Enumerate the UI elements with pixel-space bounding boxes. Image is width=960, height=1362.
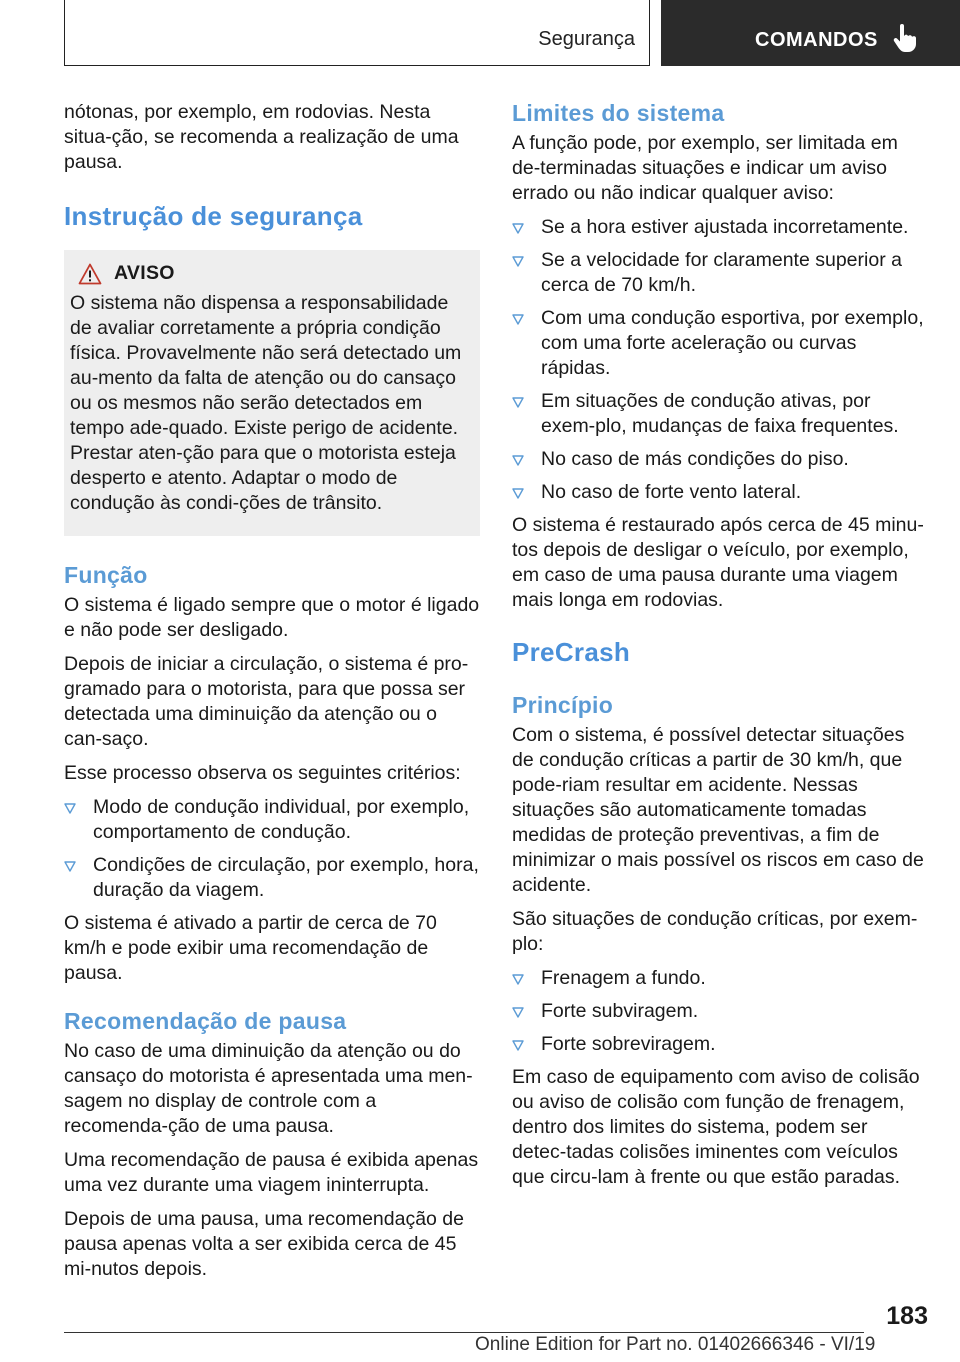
footer-divider — [64, 1332, 864, 1333]
list-item — [512, 447, 926, 472]
funcao-paragraph-3: Esse processo observa os seguintes critérios: — [64, 762, 461, 784]
precrash-heading: PreCrash — [512, 637, 631, 667]
list-item-text: Frenagem a fundo. — [541, 967, 706, 989]
pausa-paragraph-2: Uma recomendação de pausa é exibida apenas uma vez durante uma viagem ininterrupta. — [64, 1149, 479, 1196]
limites-paragraph-1: A função pode, por exemplo, ser limitada em de-terminadas situações e indicar um aviso errado ou não indicar qualquer aviso: — [512, 132, 898, 204]
bullet-triangle-icon — [64, 861, 76, 872]
bullet-triangle-icon — [512, 397, 524, 408]
warning-triangle-icon — [78, 263, 102, 285]
list-item-text: Se a velocidade for claramente superior a cerca de 70 km/h. — [541, 249, 902, 296]
page-header — [0, 0, 960, 66]
list-item — [512, 966, 926, 991]
list-item-text: Se a hora estiver ajustada incorretamente. — [541, 216, 909, 238]
bullet-triangle-icon — [512, 314, 524, 325]
bullet-triangle-icon — [512, 1007, 524, 1018]
left-column — [64, 100, 480, 1291]
limites-heading: Limites do sistema — [512, 100, 725, 126]
list-item-text: Modo de condução individual, por exemplo, comportamento de condução. — [93, 796, 470, 843]
funcao-paragraph-4: O sistema é ativado a partir de cerca de 70 km/h e pode exibir uma recomendação de pausa. — [64, 912, 437, 984]
list-item — [512, 306, 926, 381]
list-item — [64, 795, 480, 845]
list-item — [512, 248, 926, 298]
hand-pointer-icon — [892, 24, 918, 54]
bullet-triangle-icon — [512, 256, 524, 267]
critical-list — [512, 966, 926, 1057]
warning-title: AVISO — [114, 262, 175, 284]
list-item-text: Em situações de condução ativas, por exem-plo, mudanças de faixa frequentes. — [541, 390, 899, 437]
list-item-text: No caso de más condições do piso. — [541, 448, 849, 470]
funcao-heading: Função — [64, 562, 148, 588]
bullet-triangle-icon — [512, 223, 524, 234]
section-title: Segurança — [538, 28, 635, 50]
right-column — [512, 100, 926, 1199]
list-item — [512, 1032, 926, 1057]
warning-header — [78, 262, 470, 285]
list-item-text: Forte sobreviragem. — [541, 1033, 716, 1055]
chapter-title: COMANDOS — [755, 29, 878, 51]
bullet-triangle-icon — [512, 488, 524, 499]
limites-list — [512, 215, 926, 505]
limites-paragraph-2: O sistema é restaurado após cerca de 45 minu-tos depois de desligar o veículo, por exemplo, em caso de uma pausa durante uma viagem mais longa em rodovias. — [512, 514, 924, 611]
list-item — [512, 389, 926, 439]
section-box — [64, 0, 650, 66]
bullet-triangle-icon — [512, 1040, 524, 1051]
bullet-triangle-icon — [512, 974, 524, 985]
pausa-heading: Recomendação de pausa — [64, 1008, 347, 1034]
funcao-paragraph-2: Depois de iniciar a circulação, o sistema é pro-gramado para o motorista, para que possa ser detectada uma diminuição da atenção ou o can-saço. — [64, 653, 469, 750]
principio-paragraph-2: São situações de condução críticas, por exem-plo: — [512, 908, 918, 955]
principio-heading: Princípio — [512, 692, 614, 718]
safety-heading: Instrução de segurança — [64, 201, 363, 231]
principio-paragraph-3: Em caso de equipamento com aviso de colisão ou aviso de colisão com função de frenagem, dentro dos limites do sistema, podem ser detec-tadas colisões iminentes com veículos que circu-lam à frente ou que estão paradas. — [512, 1066, 920, 1188]
list-item — [512, 480, 926, 505]
bullet-triangle-icon — [512, 455, 524, 466]
list-item-text: Forte subviragem. — [541, 1000, 699, 1022]
page-number: 183 — [886, 1302, 928, 1330]
intro-paragraph: nótonas, por exemplo, em rodovias. Nesta situa-ção, se recomenda a realização de uma pausa. — [64, 101, 459, 173]
pausa-paragraph-3: Depois de uma pausa, uma recomendação de pausa apenas volta a ser exibida cerca de 45 mi-nutos depois. — [64, 1208, 464, 1280]
list-item-text: Com uma condução esportiva, por exemplo, com uma forte aceleração ou curvas rápidas. — [541, 307, 924, 379]
edition-text: Online Edition for Part no. 01402666346 - VI/19 — [475, 1334, 876, 1355]
warning-box — [64, 250, 480, 536]
list-item-text: No caso de forte vento lateral. — [541, 481, 802, 503]
pausa-paragraph-1: No caso de uma diminuição da atenção ou do cansaço do motorista é apresentada uma men-sagem no display de controle com a recomenda-ção de uma pausa. — [64, 1040, 473, 1137]
criteria-list — [64, 795, 480, 903]
warning-text: O sistema não dispensa a responsabilidade de avaliar corretamente a própria condição física. Provavelmente não será detectado um au-mento da falta de atenção ou do cansaço ou os mesmos não serão detectados em tempo ade-quado. Existe perigo de acidente. Prestar aten-ção para que o motorista esteja desperto e atento. Adaptar o modo de condução às condi-ções de trânsito. — [70, 292, 462, 514]
list-item — [64, 853, 480, 903]
bullet-triangle-icon — [64, 803, 76, 814]
list-item — [512, 999, 926, 1024]
funcao-paragraph-1: O sistema é ligado sempre que o motor é ligado e não pode ser desligado. — [64, 594, 480, 641]
principio-paragraph-1: Com o sistema, é possível detectar situações de condução críticas a partir de 30 km/h, que pode-riam resultar em acidente. Nessas situações são automaticamente tomadas medidas de proteção preventivas, a fim de minimizar o mais possível os riscos em caso de acidente. — [512, 724, 924, 896]
list-item — [512, 215, 926, 240]
list-item-text: Condições de circulação, por exemplo, hora, duração da viagem. — [93, 854, 479, 901]
